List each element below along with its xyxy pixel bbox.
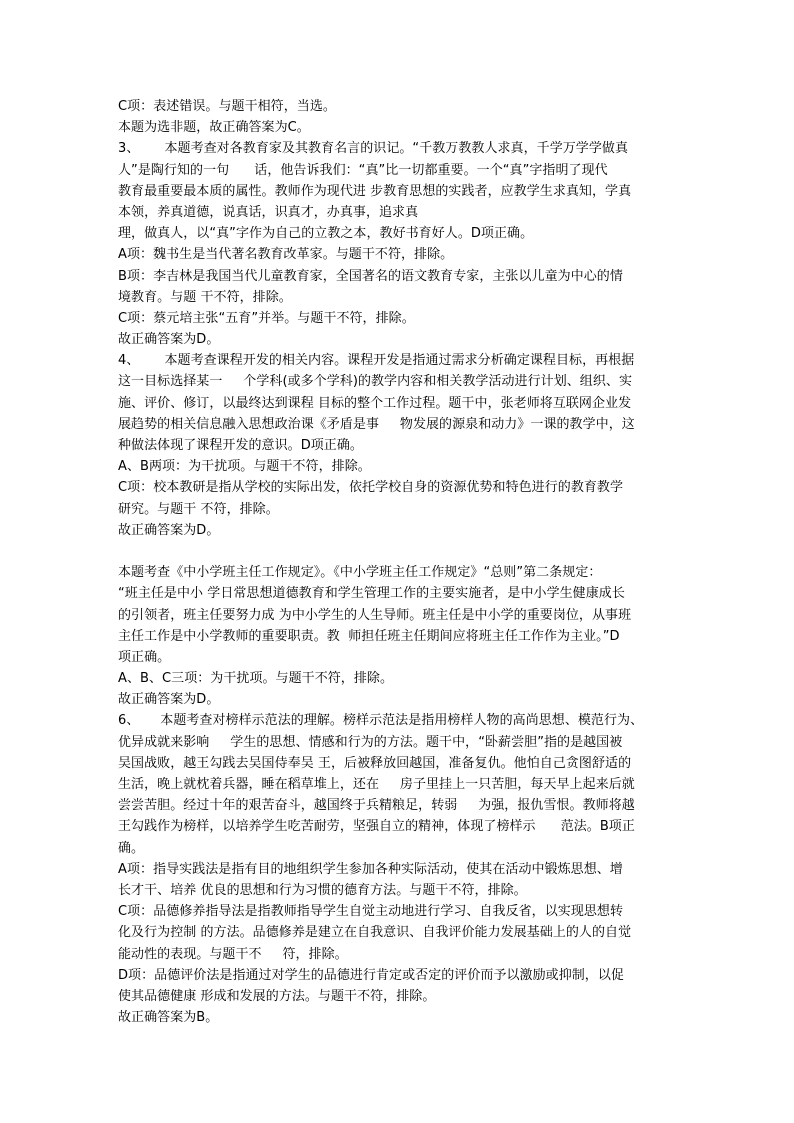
text-line: B项：李吉林是我国当代儿童教育家，全国著名的语文教育专家，主张以儿童为中心的情 bbox=[118, 268, 623, 284]
text-line: C项：蔡元培主张“五育”并举。与题干不符，排除。 bbox=[118, 310, 415, 326]
text-line: 王勾践作为榜样，以培养学生吃苦耐劳，坚强自立的精神，体现了榜样示 范法。B项正 bbox=[118, 819, 635, 835]
text-line: 本题为选非题，故正确答案为C。 bbox=[118, 120, 310, 136]
text-line: 展趋势的相关信息融入思想政治课《矛盾是事 物发展的源泉和动力》一课的教学中，这 bbox=[118, 416, 635, 432]
text-line: 本领，养真道德，说真话，识真才，办真事，追求真 bbox=[118, 204, 419, 220]
text-line: 故正确答案为D。 bbox=[118, 692, 220, 708]
text-line: 长才干、培养 优良的思想和行为习惯的德育方法。与题干不符，排除。 bbox=[118, 882, 527, 898]
text-line: 生活，晚上就枕着兵器，睡在稻草堆上，还在 房子里挂上一只苦胆，每天早上起来后就 bbox=[118, 777, 635, 792]
text-line: 使其品德健康 形成和发展的方法。与题干不符，排除。 bbox=[118, 988, 436, 1004]
text-line: 化及行为控制 的方法。品德修养是建立在自我意识、自我评价能力发展基础上的人的自觉 bbox=[118, 925, 632, 941]
text-line: 尝尝苦胆。经过十年的艰苦奋斗，越国终于兵精粮足，转弱 为强，报仇雪恨。教师将越 bbox=[118, 798, 635, 814]
text-line: 这一目标选择某一 个学科(或多个学科)的教学内容和相关教学活动进行计划、组织、实 bbox=[118, 374, 633, 390]
text-line: 3、 本题考查对各教育家及其教育名言的识记。“千教万教教人求真，千学万学学做真 bbox=[118, 141, 628, 157]
text-line: C项：品德修养指导法是指教师指导学生自觉主动地进行学习、自我反省，以实现思想转 bbox=[118, 904, 624, 920]
text-line: 研究。与题干 不符，排除。 bbox=[118, 501, 279, 517]
text-line: A项：指导实践法是指有目的地组织学生参加各种实际活动，使其在活动中锻炼思想、增 bbox=[118, 861, 623, 877]
text-line: 项正确。 bbox=[118, 649, 171, 665]
text-line: 吴国战败，越王勾践去吴国侍奉吴 王，后被释放回越国，准备复仇。他怕自己贪图舒适的 bbox=[118, 755, 632, 771]
document-page bbox=[118, 96, 688, 1028]
text-line: D项：品德评价法是指通过对学生的品德进行肯定或否定的评价而予以激励或抑制，以促 bbox=[118, 967, 624, 983]
text-line: 本题考查《中小学班主任工作规定》。《中小学班主任工作规定》“总则”第二条规定： bbox=[118, 565, 602, 581]
text-line: 优异成就来影响 学生的思想、情感和行为的方法。题干中，“卧薪尝胆”指的是越国被 bbox=[118, 734, 623, 750]
text-line: 理，做真人，以“真”字作为自己的立教之本，教好书育好人。D项正确。 bbox=[118, 226, 534, 242]
text-line: 主任工作是中小学教师的重要职责。教 师担任班主任期间应将班主任工作作为主业。”D bbox=[118, 628, 620, 644]
blank-line bbox=[118, 541, 688, 562]
text-line: 故正确答案为B。 bbox=[118, 1010, 219, 1026]
text-line: 的引领者，班主任要努力成 为中小学生的人生导师。班主任是中小学的重要岗位，从事班 bbox=[118, 607, 632, 623]
text-line: A、B两项：为干扰项。与题干不符，排除。 bbox=[118, 459, 371, 475]
text-line: 6、 本题考查对榜样示范法的理解。榜样示范法是指用榜样人物的高尚思想、模范行为、 bbox=[118, 713, 644, 729]
text-line: 境教育。与题 干不符，排除。 bbox=[118, 289, 292, 305]
text-line: 能动性的表现。与题干不 符，排除。 bbox=[118, 946, 348, 962]
text-line: A、B、C三项：为干扰项。与题干不符，排除。 bbox=[118, 671, 393, 687]
text-line: 种做法体现了课程开发的意识。D项正确。 bbox=[118, 438, 363, 453]
text-line: 故正确答案为D。 bbox=[118, 522, 220, 538]
text-line: C项：校本教研是指从学校的实际出发，依托学校自身的资源优势和特色进行的教育教学 bbox=[118, 480, 624, 496]
text-line: 教育最重要最本质的属性。教师作为现代进 步教育思想的实践者，应教学生求真知，学真 bbox=[118, 183, 632, 199]
text-line: A项：魏书生是当代著名教育改革家。与题干不符，排除。 bbox=[118, 247, 454, 263]
text-line: 确。 bbox=[118, 840, 145, 856]
text-line: 施、评价、修订，以最终达到课程 目标的整个工作过程。题干中，张老师将互联网企业发 bbox=[118, 395, 632, 411]
text-line: 4、 本题考查课程开发的相关内容。课程开发是指通过需求分析确定课程目标，再根据 bbox=[118, 353, 635, 369]
text-line: 故正确答案为D。 bbox=[118, 332, 220, 348]
text-line: 人”是陶行知的一句 话，他告诉我们：“真”比一切都重要。一个“真”字指明了现代 bbox=[118, 162, 608, 178]
text-line: C项：表述错误。与题干相符，当选。 bbox=[118, 99, 336, 114]
text-line: “班主任是中小 学日常思想道德教育和学生管理工作的主要实施者，是中小学生健康成长 bbox=[118, 586, 625, 602]
